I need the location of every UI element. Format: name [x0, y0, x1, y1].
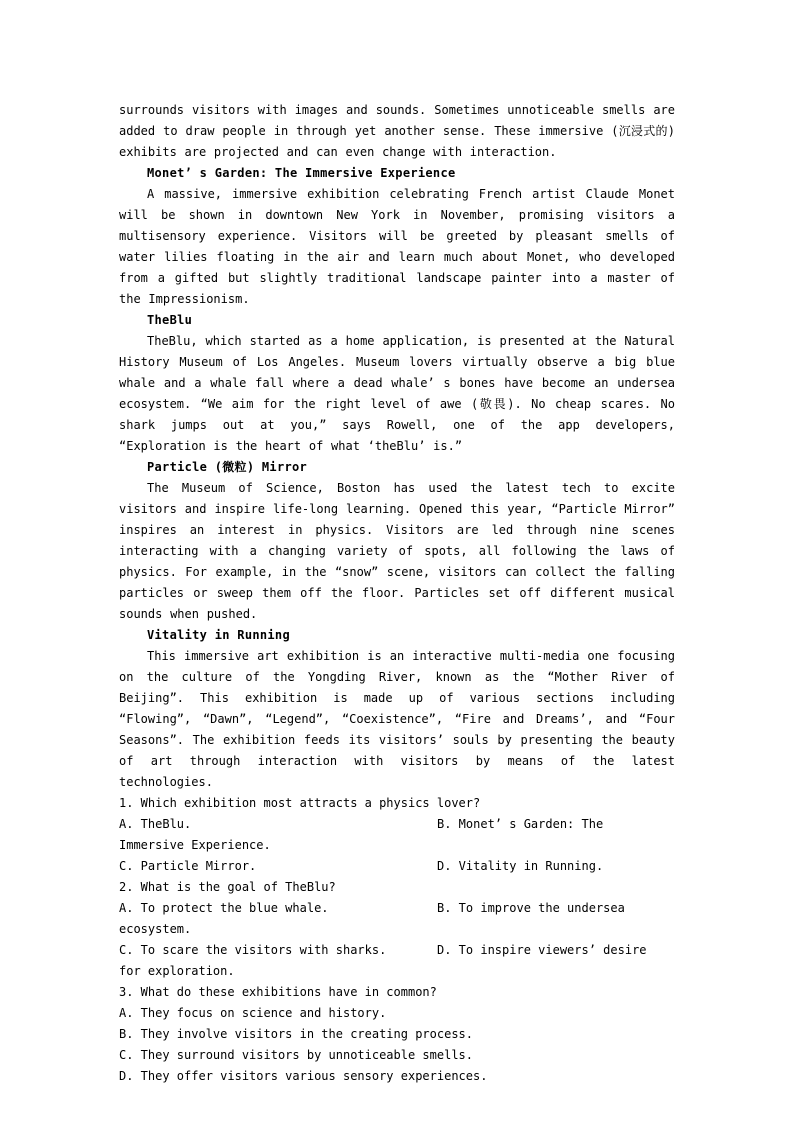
section-monet-heading: Monet’ s Garden: The Immersive Experience [147, 166, 456, 180]
question-2-text: 2. What is the goal of TheBlu? [119, 880, 336, 894]
question-2-option-d: D. To inspire viewers’ desire [437, 943, 647, 957]
questions-block [119, 793, 675, 1087]
question-3-option-a: A. They focus on science and history. [119, 1006, 387, 1020]
question-2-option-d-continuation: for exploration. [119, 964, 235, 978]
question-3-option-b: B. They involve visitors in the creating process. [119, 1027, 474, 1041]
question-2-option-c: C. To scare the visitors with sharks. [119, 943, 387, 957]
question-2-options-cd [119, 940, 675, 961]
section-theblu-body: TheBlu, which started as a home application, is presented at the Natural History Museum of Los Angeles. Museum lovers virtually observe a big blue whale and a whale fall where a dead whale’ s bones have become an undersea ecosystem. “We aim for the right level of awe (敬畏). No cheap scares. No shark jumps out at you,” says Rowell, one of the app developers, “Exploration is the heart of what ‘theBlu’ is.” [119, 334, 675, 453]
question-3-text: 3. What do these exhibitions have in common? [119, 985, 437, 999]
question-1-options-ab [119, 814, 675, 835]
question-1-option-b: B. Monet’ s Garden: The [437, 817, 604, 831]
question-1-option-a: A. TheBlu. [119, 817, 192, 831]
question-1-options-cd [119, 856, 675, 877]
question-1-option-b-continuation: Immersive Experience. [119, 838, 271, 852]
section-particle-body: The Museum of Science, Boston has used the latest tech to excite visitors and inspire life-long learning. Opened this year, “Particle Mirror” inspires an interest in physics. Visitors are led through nine scenes interacting with a changing variety of spots, all following the laws of physics. For example, in the “snow” scene, visitors can collect the falling particles or sweep them off the floor. Particles set off different musical sounds when pushed. [119, 481, 675, 621]
question-2-option-b-continuation: ecosystem. [119, 922, 192, 936]
question-1-text: 1. Which exhibition most attracts a physics lover? [119, 796, 481, 810]
section-vitality-heading: Vitality in Running [147, 628, 290, 642]
question-3-option-d: D. They offer visitors various sensory experiences. [119, 1069, 488, 1083]
question-2-option-b: B. To improve the undersea [437, 901, 625, 915]
section-theblu-heading: TheBlu [147, 313, 193, 327]
question-2-option-a: A. To protect the blue whale. [119, 901, 329, 915]
question-2-options-ab [119, 898, 675, 919]
intro-paragraph: surrounds visitors with images and sounds. Sometimes unnoticeable smells are added to draw people in through yet another sense. These immersive (沉浸式的) exhibits are projected and can even change with interaction. [119, 103, 675, 159]
section-vitality-body: This immersive art exhibition is an interactive multi-media one focusing on the culture of the Yongding River, known as the “Mother River of Beijing”. This exhibition is made up of various sections including “Flowing”, “Dawn”, “Legend”, “Coexistence”, “Fire and Dreams’, and “Four Seasons”. The exhibition feeds its visitors’ souls by presenting the beauty of art through interaction with visitors by means of the latest technologies. [119, 649, 675, 789]
section-particle-heading: Particle (微粒) Mirror [147, 460, 308, 474]
question-1-option-c: C. Particle Mirror. [119, 859, 257, 873]
question-1-option-d: D. Vitality in Running. [437, 859, 604, 873]
question-3-option-c: C. They surround visitors by unnoticeable smells. [119, 1048, 474, 1062]
section-monet-body: A massive, immersive exhibition celebrating French artist Claude Monet will be shown in downtown New York in November, promising visitors a multisensory experience. Visitors will be greeted by pleasant smells of water lilies floating in the air and learn much about Monet, who developed from a gifted but slightly traditional landscape painter into a master of the Impressionism. [119, 187, 675, 306]
